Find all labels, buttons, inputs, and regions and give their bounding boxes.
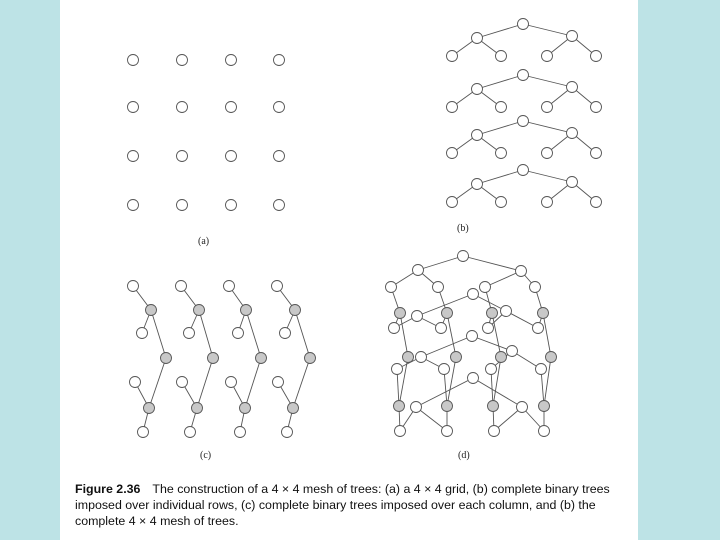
row-tree-leaf bbox=[591, 197, 602, 208]
column-edge bbox=[544, 357, 551, 406]
slide bbox=[60, 0, 638, 540]
row-tree-leaf bbox=[542, 197, 553, 208]
column-tree-leaf bbox=[185, 427, 196, 438]
row-tree-internal bbox=[567, 31, 578, 42]
row-tree-internal bbox=[412, 311, 423, 322]
grid-node bbox=[128, 102, 139, 113]
row-tree-leaf bbox=[542, 102, 553, 113]
mesh-leaf bbox=[483, 323, 494, 334]
row-edge bbox=[421, 336, 472, 357]
tree-edge bbox=[295, 310, 310, 358]
row-tree-internal bbox=[517, 402, 528, 413]
row-tree-leaf bbox=[447, 51, 458, 62]
tree-edge bbox=[197, 358, 213, 408]
tree-edge bbox=[293, 358, 310, 408]
caption-text: The construction of a 4 × 4 mesh of trees: (a) a 4 × 4 grid, (b) complete binary trees imposed over individual rows, (c) complete binary trees imposed over each column, and (b) the complete 4 × 4 mesh of trees. bbox=[75, 482, 610, 528]
tree-edge bbox=[523, 75, 572, 87]
row-tree-leaf bbox=[447, 197, 458, 208]
grid-node bbox=[177, 102, 188, 113]
row-tree-root bbox=[467, 331, 478, 342]
row-tree-leaf bbox=[496, 148, 507, 159]
panel-b-label: (b) bbox=[457, 223, 469, 234]
mesh-leaf bbox=[536, 364, 547, 375]
grid-node bbox=[177, 200, 188, 211]
column-tree-root bbox=[256, 353, 267, 364]
row-tree-leaf bbox=[447, 148, 458, 159]
mesh-leaf bbox=[533, 323, 544, 334]
grid-node bbox=[177, 55, 188, 66]
row-tree-leaf bbox=[496, 197, 507, 208]
column-tree-root bbox=[546, 352, 557, 363]
grid-node bbox=[226, 102, 237, 113]
grid-node bbox=[128, 55, 139, 66]
row-tree-leaf bbox=[591, 51, 602, 62]
column-tree-leaf bbox=[235, 427, 246, 438]
row-tree-internal bbox=[567, 82, 578, 93]
tree-edge bbox=[246, 310, 261, 358]
column-tree-internal bbox=[290, 305, 301, 316]
panel-d-label: (d) bbox=[458, 450, 470, 461]
column-tree-root bbox=[208, 353, 219, 364]
row-edge bbox=[418, 256, 463, 270]
grid-node bbox=[274, 55, 285, 66]
column-tree-internal bbox=[488, 401, 499, 412]
column-tree-root bbox=[161, 353, 172, 364]
grid-node bbox=[226, 151, 237, 162]
row-edge bbox=[463, 256, 521, 271]
column-tree-root bbox=[403, 352, 414, 363]
column-edge bbox=[447, 313, 456, 357]
mesh-leaf bbox=[439, 364, 450, 375]
column-tree-leaf bbox=[177, 377, 188, 388]
column-tree-internal bbox=[487, 308, 498, 319]
row-tree-internal bbox=[567, 128, 578, 139]
column-tree-leaf bbox=[280, 328, 291, 339]
panel-b-row-trees bbox=[447, 19, 602, 208]
tree-edge bbox=[477, 170, 523, 184]
grid-node bbox=[274, 151, 285, 162]
mesh-leaf bbox=[386, 282, 397, 293]
row-tree-root bbox=[518, 116, 529, 127]
column-tree-internal bbox=[395, 308, 406, 319]
tree-edge bbox=[199, 310, 213, 358]
row-tree-internal bbox=[516, 266, 527, 277]
column-tree-internal bbox=[241, 305, 252, 316]
mesh-leaf bbox=[489, 426, 500, 437]
panel-c-label: (c) bbox=[200, 450, 212, 461]
grid-node bbox=[274, 200, 285, 211]
tree-edge bbox=[245, 358, 261, 408]
grid-node bbox=[177, 151, 188, 162]
tree-edge bbox=[523, 170, 572, 182]
panel-d-mesh-of-trees bbox=[386, 251, 557, 437]
row-tree-internal bbox=[472, 130, 483, 141]
row-tree-internal bbox=[501, 306, 512, 317]
mesh-leaf bbox=[389, 323, 400, 334]
mesh-leaf bbox=[433, 282, 444, 293]
mesh-of-trees-figure bbox=[60, 0, 638, 475]
column-tree-leaf bbox=[138, 427, 149, 438]
row-tree-leaf bbox=[447, 102, 458, 113]
column-tree-root bbox=[451, 352, 462, 363]
column-tree-root bbox=[496, 352, 507, 363]
grid-node bbox=[128, 200, 139, 211]
column-tree-leaf bbox=[233, 328, 244, 339]
row-edge bbox=[472, 336, 512, 351]
mesh-leaf bbox=[395, 426, 406, 437]
mesh-leaf bbox=[486, 364, 497, 375]
tree-edge bbox=[477, 24, 523, 38]
column-tree-leaf bbox=[128, 281, 139, 292]
column-edge bbox=[400, 313, 408, 357]
row-tree-internal bbox=[472, 33, 483, 44]
mesh-leaf bbox=[530, 282, 541, 293]
row-tree-internal bbox=[472, 179, 483, 190]
grid-node bbox=[128, 151, 139, 162]
row-tree-internal bbox=[507, 346, 518, 357]
column-tree-leaf bbox=[130, 377, 141, 388]
column-tree-leaf bbox=[273, 377, 284, 388]
mesh-leaf bbox=[539, 426, 550, 437]
column-tree-internal bbox=[144, 403, 155, 414]
mesh-leaf bbox=[480, 282, 491, 293]
column-tree-leaf bbox=[282, 427, 293, 438]
column-tree-internal bbox=[442, 308, 453, 319]
row-tree-internal bbox=[413, 265, 424, 276]
row-tree-root bbox=[468, 373, 479, 384]
tree-edge bbox=[151, 310, 166, 358]
column-tree-internal bbox=[146, 305, 157, 316]
column-tree-internal bbox=[538, 308, 549, 319]
figure-number: Figure 2.36 bbox=[75, 482, 141, 496]
column-tree-leaf bbox=[184, 328, 195, 339]
column-edge bbox=[543, 313, 551, 357]
column-tree-internal bbox=[442, 401, 453, 412]
column-tree-internal bbox=[539, 401, 550, 412]
row-tree-internal bbox=[411, 402, 422, 413]
column-tree-leaf bbox=[224, 281, 235, 292]
column-tree-root bbox=[305, 353, 316, 364]
row-tree-root bbox=[458, 251, 469, 262]
column-edge bbox=[447, 357, 456, 406]
tree-edge bbox=[523, 121, 572, 133]
row-tree-root bbox=[518, 70, 529, 81]
row-tree-leaf bbox=[496, 51, 507, 62]
panel-a-grid bbox=[128, 55, 285, 211]
row-tree-internal bbox=[472, 84, 483, 95]
figure-caption bbox=[75, 481, 631, 529]
mesh-leaf bbox=[392, 364, 403, 375]
column-tree-leaf bbox=[176, 281, 187, 292]
row-tree-internal bbox=[567, 177, 578, 188]
column-tree-internal bbox=[288, 403, 299, 414]
tree-edge bbox=[477, 121, 523, 135]
row-tree-root bbox=[518, 19, 529, 30]
column-tree-internal bbox=[194, 305, 205, 316]
row-tree-leaf bbox=[542, 51, 553, 62]
row-tree-leaf bbox=[496, 102, 507, 113]
tree-edge bbox=[477, 75, 523, 89]
grid-node bbox=[274, 102, 285, 113]
row-tree-leaf bbox=[591, 102, 602, 113]
column-tree-internal bbox=[394, 401, 405, 412]
column-tree-internal bbox=[240, 403, 251, 414]
row-tree-leaf bbox=[591, 148, 602, 159]
row-tree-root bbox=[518, 165, 529, 176]
column-tree-leaf bbox=[272, 281, 283, 292]
panel-c-column-trees bbox=[128, 281, 316, 438]
grid-node bbox=[226, 55, 237, 66]
tree-edge bbox=[149, 358, 166, 408]
column-tree-leaf bbox=[137, 328, 148, 339]
panel-a-label: (a) bbox=[198, 236, 210, 247]
row-tree-root bbox=[468, 289, 479, 300]
mesh-leaf bbox=[436, 323, 447, 334]
column-tree-leaf bbox=[226, 377, 237, 388]
grid-node bbox=[226, 200, 237, 211]
tree-edge bbox=[523, 24, 572, 36]
row-tree-internal bbox=[416, 352, 427, 363]
column-tree-internal bbox=[192, 403, 203, 414]
mesh-leaf bbox=[442, 426, 453, 437]
row-tree-leaf bbox=[542, 148, 553, 159]
